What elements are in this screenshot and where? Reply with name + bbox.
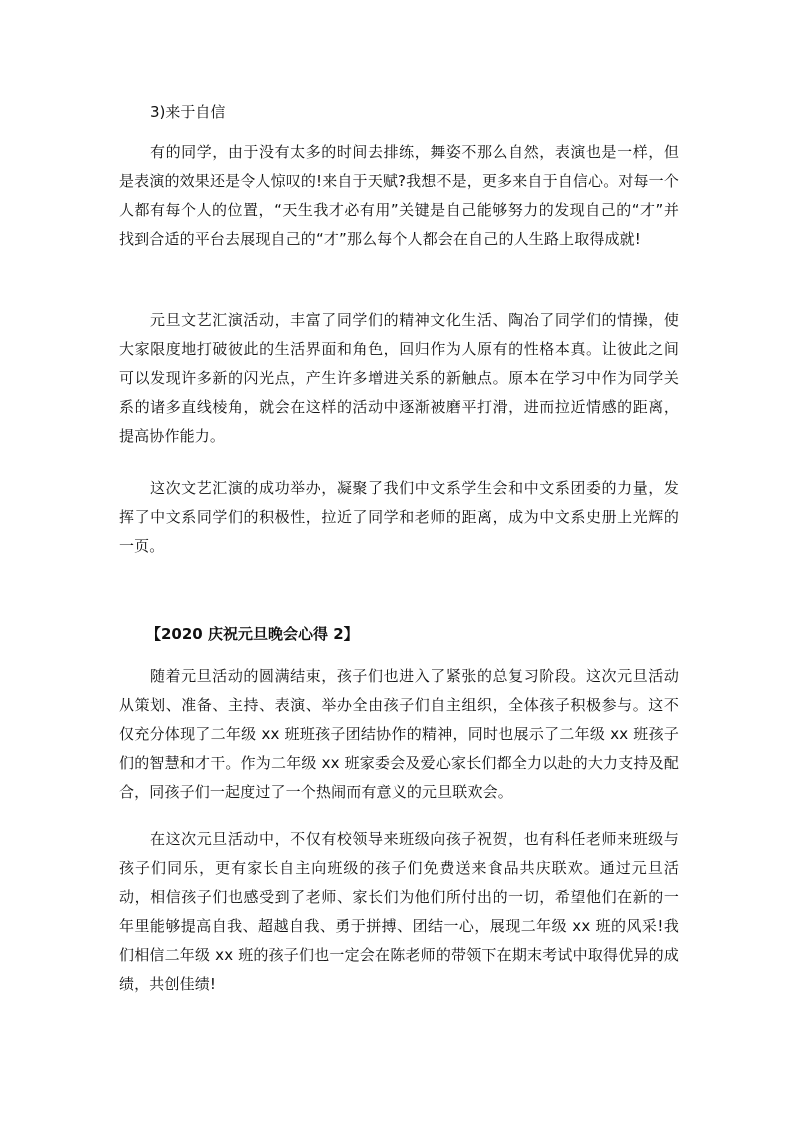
- paragraph-new-year-activity: 随着元旦活动的圆满结束，孩子们也进入了紧张的总复习阶段。这次元旦活动从策划、准备、主持、表演、举办全由孩子们自主组织，全体孩子积极参与。这不仅充分体现了二年级 xx 班班孩子团结协作的精神，同时也展示了二年级 xx 班孩子们的智慧和才干。作为二年级 xx 班家委会及爱心家长们都全力以赴的大力支持及配合，同孩子们一起度过了一个热闹而有意义的元旦联欢会。: [119, 667, 679, 801]
- paragraph-activity-benefits: 元旦文艺汇演活动，丰富了同学们的精神文化生活、陶冶了同学们的情操，使大家限度地打破彼此的生活界面和角色，回归作为人原有的性格本真。让彼此之间可以发现许多新的闪光点，产生许多增进关系的新触点。原本在学习中作为同学关系的诸多直线棱角，就会在这样的活动中逐渐被磨平打滑，进而拉近情感的距离，提高协作能力。: [119, 311, 679, 445]
- subheading: 3)来于自信: [150, 103, 226, 121]
- paragraph-celebration-wishes: 在这次元旦活动中，不仅有校领导来班级向孩子祝贺，也有科任老师来班级与孩子们同乐，更有家长自主向班级的孩子们免费送来食品共庆联欢。通过元旦活动，相信孩子们也感受到了老师、家长们为他们所付出的一切，希望他们在新的一年里能够提高自我、超越自我、勇于拼搏、团结一心，展现二年级 xx 班的风采!我们相信二年级 xx 班的孩子们也一定会在陈老师的带领下在期末考试中取得优异的成绩，共创佳绩!: [119, 830, 679, 993]
- paragraph-confidence: 有的同学，由于没有太多的时间去排练，舞姿不那么自然，表演也是一样，但是表演的效果还是令人惊叹的!来自于天赋?我想不是，更多来自于自信心。对每一个人都有每个人的位置，“天生我才必有用”关键是自己能够努力的发现自己的“才”并找到合适的平台去展现自己的“才”那么每个人都会在自己的人生路上取得成就!: [119, 143, 679, 248]
- section-title: 【2020 庆祝元旦晚会心得 2】: [146, 625, 359, 643]
- paragraph-success-summary: 这次文艺汇演的成功举办，凝聚了我们中文系学生会和中文系团委的力量，发挥了中文系同学们的积极性，拉近了同学和老师的距离，成为中文系史册上光辉的一页。: [119, 479, 679, 555]
